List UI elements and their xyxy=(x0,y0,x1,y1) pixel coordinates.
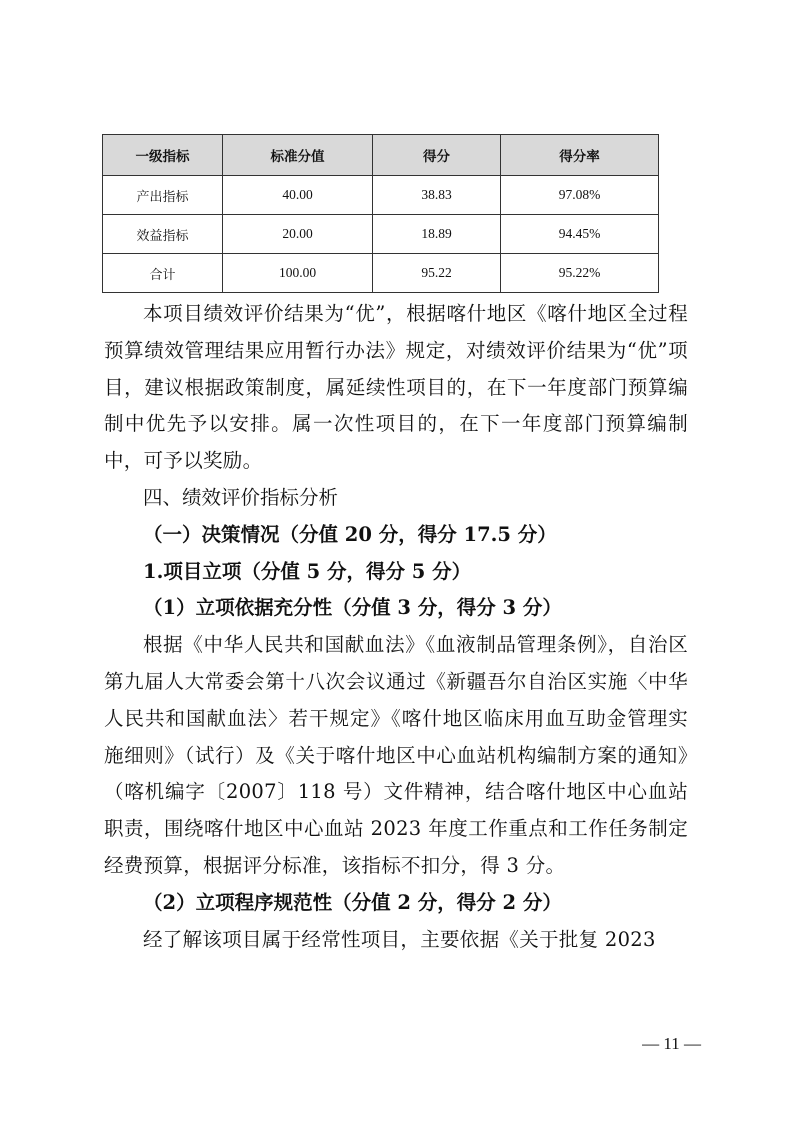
section-heading-indicator-analysis: 四、绩效评价指标分析 xyxy=(143,485,339,509)
table-row xyxy=(103,176,659,215)
cell-score-rate: 97.08% xyxy=(501,176,659,215)
paragraph-evaluation-result: 本项目绩效评价结果为“优”，根据喀什地区《喀什地区全过程预算绩效管理结果应用暂行办法》规定，对绩效评价结果为“优”项目，建议根据政策制度，属延续性项目的，在下一年度部门预算编制中优先予以安排。属一次性项目的，在下一年度部门预算编制中，可予以奖励。 xyxy=(104,302,688,473)
score-summary-table xyxy=(102,134,659,293)
page-number: — 11 — xyxy=(642,1034,701,1053)
subsection-heading-procedure-compliance: （2）立项程序规范性（分值 2 分，得分 2 分） xyxy=(143,890,562,914)
paragraph-procedure-compliance: 经了解该项目属于经常性项目，主要依据《关于批复 2023 xyxy=(143,927,656,951)
cell-indicator: 效益指标 xyxy=(103,215,223,254)
cell-score: 18.89 xyxy=(373,215,501,254)
table-header-row xyxy=(103,135,659,176)
cell-standard-score: 100.00 xyxy=(223,254,373,293)
header-level1-indicator: 一级指标 xyxy=(103,135,223,176)
table-row xyxy=(103,215,659,254)
cell-standard-score: 20.00 xyxy=(223,215,373,254)
body-text xyxy=(104,296,688,958)
cell-indicator: 合计 xyxy=(103,254,223,293)
table-row xyxy=(103,254,659,293)
subsection-heading-basis-sufficiency: （1）立项依据充分性（分值 3 分，得分 3 分） xyxy=(143,596,562,620)
subsection-heading-project-approval: 1.项目立项（分值 5 分，得分 5 分） xyxy=(143,559,472,583)
subsection-heading-decision: （一）决策情况（分值 20 分，得分 17.5 分） xyxy=(143,522,557,546)
cell-score: 38.83 xyxy=(373,176,501,215)
cell-score-rate: 95.22% xyxy=(501,254,659,293)
cell-indicator: 产出指标 xyxy=(103,176,223,215)
header-score: 得分 xyxy=(373,135,501,176)
header-score-rate: 得分率 xyxy=(501,135,659,176)
header-standard-score: 标准分值 xyxy=(223,135,373,176)
cell-score-rate: 94.45% xyxy=(501,215,659,254)
cell-standard-score: 40.00 xyxy=(223,176,373,215)
paragraph-basis-sufficiency: 根据《中华人民共和国献血法》《血液制品管理条例》，自治区第九届人大常委会第十八次会议通过《新疆吾尔自治区实施〈中华人民共和国献血法〉若干规定》《喀什地区临床用血互助金管理实施细则》（试行）及《关于喀什地区中心血站机构编制方案的通知》（喀机编字〔2007〕118 号）文件精神，结合喀什地区中心血站职责，围绕喀什地区中心血站 2023 年度工作重点和工作任务制定经费预算，根据评分标准，该指标不扣分，得 3 分。 xyxy=(104,633,688,877)
cell-score: 95.22 xyxy=(373,254,501,293)
